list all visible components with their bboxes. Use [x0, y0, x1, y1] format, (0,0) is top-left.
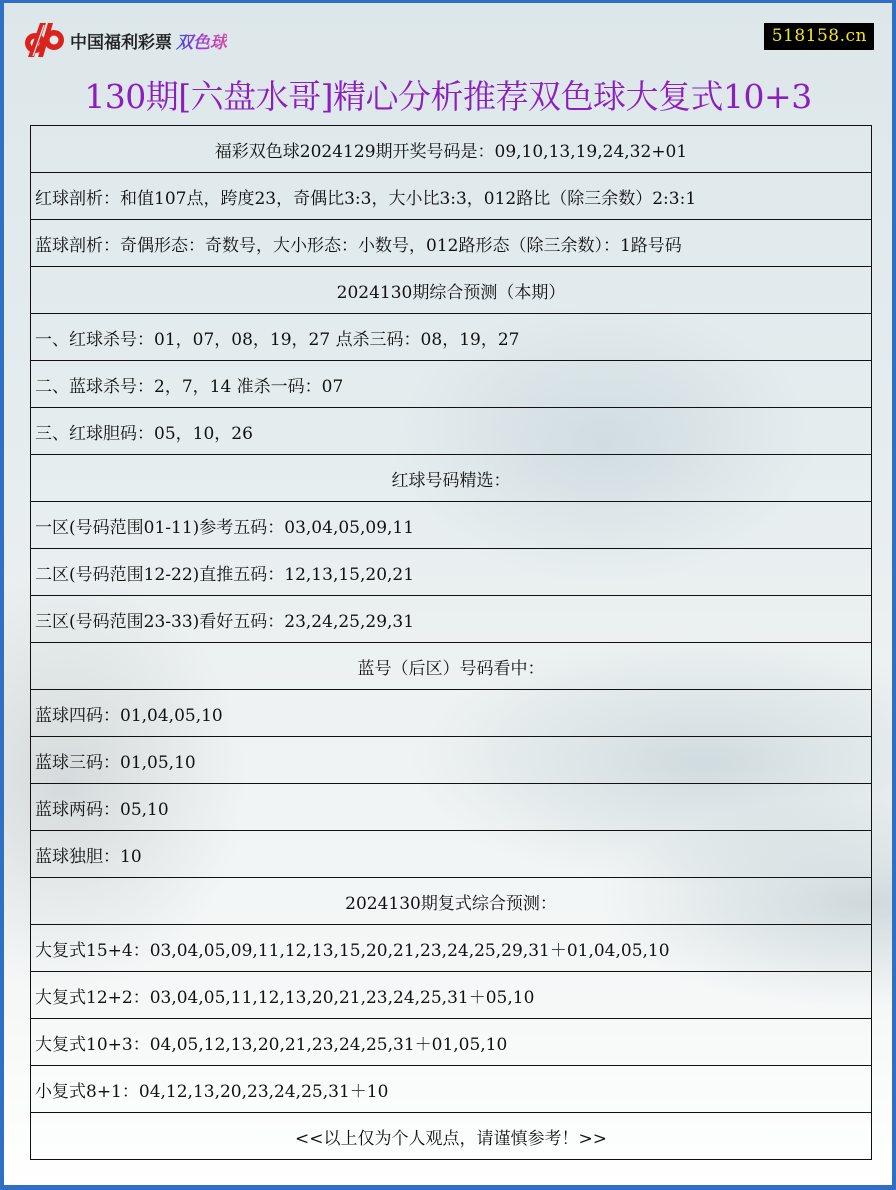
- table-row-zone-1: [31, 502, 871, 549]
- lottery-logo: [22, 21, 227, 59]
- table-row-disclaimer: [31, 1113, 871, 1160]
- table-row-section-heading: [31, 878, 871, 925]
- table-row-red-analysis: [31, 173, 871, 220]
- table-row-red-kill: [31, 314, 871, 361]
- cwl-logo-icon: [22, 21, 66, 59]
- table-row-section-heading: [31, 267, 871, 314]
- table-row-zone-2: [31, 549, 871, 596]
- table-row-blue-single: [31, 831, 871, 878]
- row-text: 蓝球独胆：10: [35, 846, 142, 867]
- table-row-blue-three: [31, 737, 871, 784]
- row-text: 红球号码精选：: [391, 470, 511, 491]
- row-text: 三、红球胆码：05，10，26: [35, 423, 253, 444]
- row-text: 大复式15+4：03,04,05,09,11,12,13,15,20,21,23,24,25,29,31＋01,04,05,10: [35, 940, 670, 961]
- table-row-section-heading: [31, 643, 871, 690]
- page-title: 130期[六盘水哥]精心分析推荐双色球大复式10+3: [84, 77, 812, 116]
- row-text: 大复式10+3：04,05,12,13,20,21,23,24,25,31＋01,05,10: [35, 1034, 508, 1055]
- row-text: 三区(号码范围23-33)看好五码：23,24,25,29,31: [35, 611, 415, 632]
- row-text: 大复式12+2：03,04,05,11,12,13,20,21,23,24,25,31＋05,10: [35, 987, 535, 1008]
- table-row-zone-3: [31, 596, 871, 643]
- row-text: <<以上仅为个人观点，请谨慎参考！>>: [295, 1128, 607, 1149]
- row-text: 小复式8+1：04,12,13,20,23,24,25,31＋10: [35, 1081, 389, 1102]
- table-row-blue-two: [31, 784, 871, 831]
- table-row-blue-four: [31, 690, 871, 737]
- row-text: 二、蓝球杀号：2，7，14 准杀一码：07: [35, 376, 344, 397]
- table-row-blue-kill: [31, 361, 871, 408]
- row-text: 福彩双色球2024129期开奖号码是：09,10,13,19,24,32+01: [214, 141, 688, 162]
- row-text: 一、红球杀号：01，07，08，19，27 点杀三码：08，19，27: [35, 329, 520, 350]
- table-row-section-heading: [31, 455, 871, 502]
- site-badge[interactable]: 518158.cn: [764, 23, 874, 50]
- table-row-combo-15-4: [31, 925, 871, 972]
- row-text: 二区(号码范围12-22)直推五码：12,13,15,20,21: [35, 564, 415, 585]
- row-text: 2024130期综合预测（本期）: [336, 282, 566, 303]
- row-text: 一区(号码范围01-11)参考五码：03,04,05,09,11: [35, 517, 415, 538]
- table-row-combo-8-1: [31, 1066, 871, 1113]
- row-text: 红球剖析：和值107点，跨度23，奇偶比3:3，大小比3:3，012路比（除三余数）2:3:1: [35, 188, 697, 209]
- row-text: 蓝球四码：01,04,05,10: [35, 705, 223, 726]
- row-text: 2024130期复式综合预测：: [345, 893, 557, 914]
- row-text: 蓝球两码：05,10: [35, 799, 169, 820]
- row-text: 蓝球剖析：奇偶形态：奇数号，大小形态：小数号，012路形态（除三余数）：1路号码: [35, 235, 682, 256]
- table-row-red-banker: [31, 408, 871, 455]
- row-text: 蓝球三码：01,05,10: [35, 752, 196, 773]
- table-row-last-draw: [31, 126, 871, 173]
- row-text: 蓝号（后区）号码看中：: [357, 658, 545, 679]
- table-row-blue-analysis: [31, 220, 871, 267]
- table-row-combo-10-3: [31, 1019, 871, 1066]
- logo-text: 中国福利彩票: [70, 32, 172, 53]
- prediction-table: [30, 125, 872, 1160]
- logo-game-name: 双色球: [176, 28, 227, 53]
- table-row-combo-12-2: [31, 972, 871, 1019]
